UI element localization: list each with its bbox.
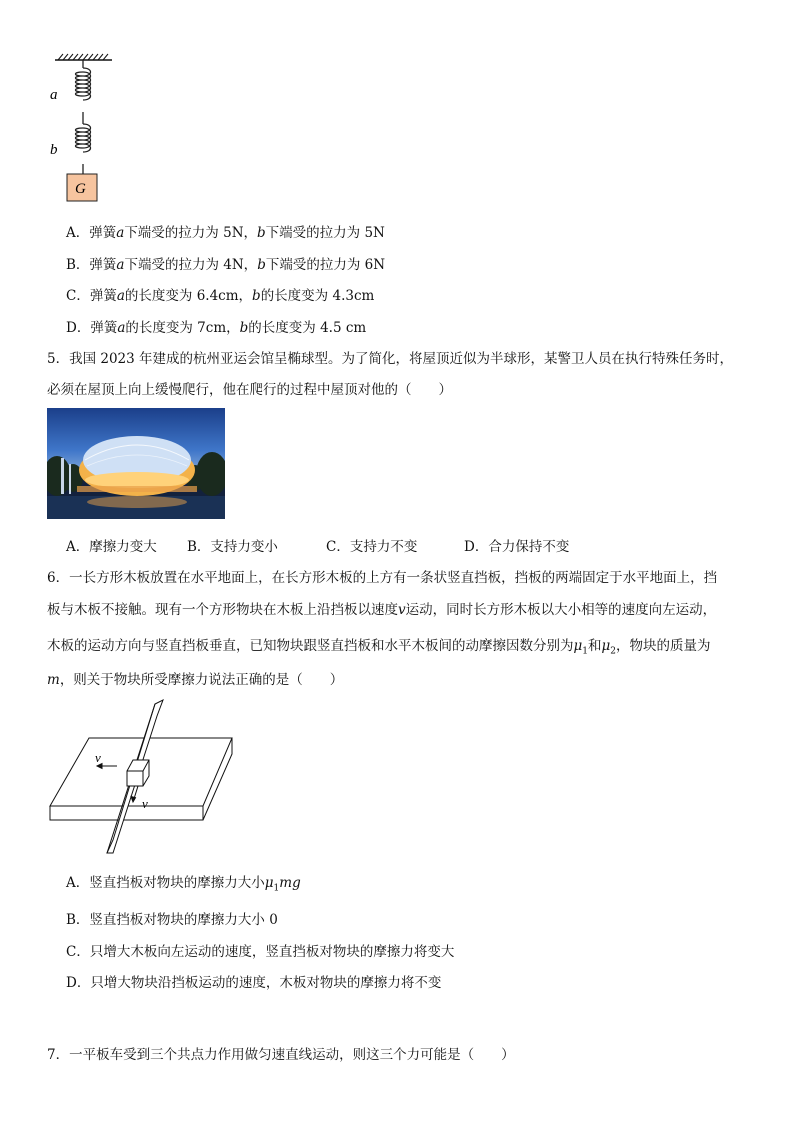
q6-option-c: C．只增大木板向左运动的速度，竖直挡板对物块的摩擦力将变大 xyxy=(66,944,455,960)
q6-stem-line2: 板与木板不接触。现有一个方形物块在木板上沿挡板以速度v运动，同时长方形木板以大小相等的速度向左运动， xyxy=(47,602,717,618)
q5-option-b: B．支持力变小 xyxy=(187,539,278,555)
q4-option-b: B．弹簧a下端受的拉力为 4N，b下端受的拉力为 6N xyxy=(66,257,386,273)
velocity-down-label: v xyxy=(142,796,148,811)
q5-option-a: A．摩擦力变大 xyxy=(66,539,157,555)
q6-stem-line3: 木板的运动方向与竖直挡板垂直，已知物块跟竖直挡板和水平木板间的动摩擦因数分别为$\mu_1$和$\mu_2$，物块的质量为 xyxy=(47,638,711,657)
velocity-left-label: v xyxy=(95,750,101,765)
spring-b-label: b xyxy=(50,142,58,158)
q5-stem-line1: 5．我国 2023 年建成的杭州亚运会馆呈椭球型。为了简化，将屋顶近似为半球形，某警卫人员在执行特殊任务时， xyxy=(47,351,734,367)
spring-figure xyxy=(40,52,120,207)
q6-option-a: A．竖直挡板对物块的摩擦力大小$\mu_1mg$ xyxy=(66,875,301,894)
stadium-photo xyxy=(47,408,225,519)
q6-option-d: D．只增大物块沿挡板运动的速度，木板对物块的摩擦力将不变 xyxy=(66,975,442,991)
q5-option-d: D．合力保持不变 xyxy=(464,539,570,555)
spring-a-label: a xyxy=(50,87,58,103)
q5-option-c: C．支持力不变 xyxy=(326,539,418,555)
q4-option-c: C．弹簧a的长度变为 6.4cm，b的长度变为 4.3cm xyxy=(66,288,375,304)
q6-stem-line4: m，则关于物块所受摩擦力说法正确的是（ ） xyxy=(47,672,344,688)
q6-option-b: B．竖直挡板对物块的摩擦力大小 0 xyxy=(66,912,278,928)
q5-stem-line2: 必须在屋顶上向上缓慢爬行，他在爬行的过程中屋顶对他的（ ） xyxy=(47,382,452,398)
q7-stem-line1: 7．一平板车受到三个共点力作用做匀速直线运动，则这三个力可能是（ ） xyxy=(47,1047,515,1063)
weight-label: G xyxy=(75,181,86,197)
q6-stem-line1: 6．一长方形木板放置在水平地面上，在长方形木板的上方有一条状竖直挡板，挡板的两端固定于水平地面上，挡 xyxy=(47,570,718,586)
board-figure xyxy=(45,698,245,858)
q4-option-a: A．弹簧a下端受的拉力为 5N，b下端受的拉力为 5N xyxy=(66,225,385,241)
q4-option-d: D．弹簧a的长度变为 7cm，b的长度变为 4.5 cm xyxy=(66,320,367,336)
